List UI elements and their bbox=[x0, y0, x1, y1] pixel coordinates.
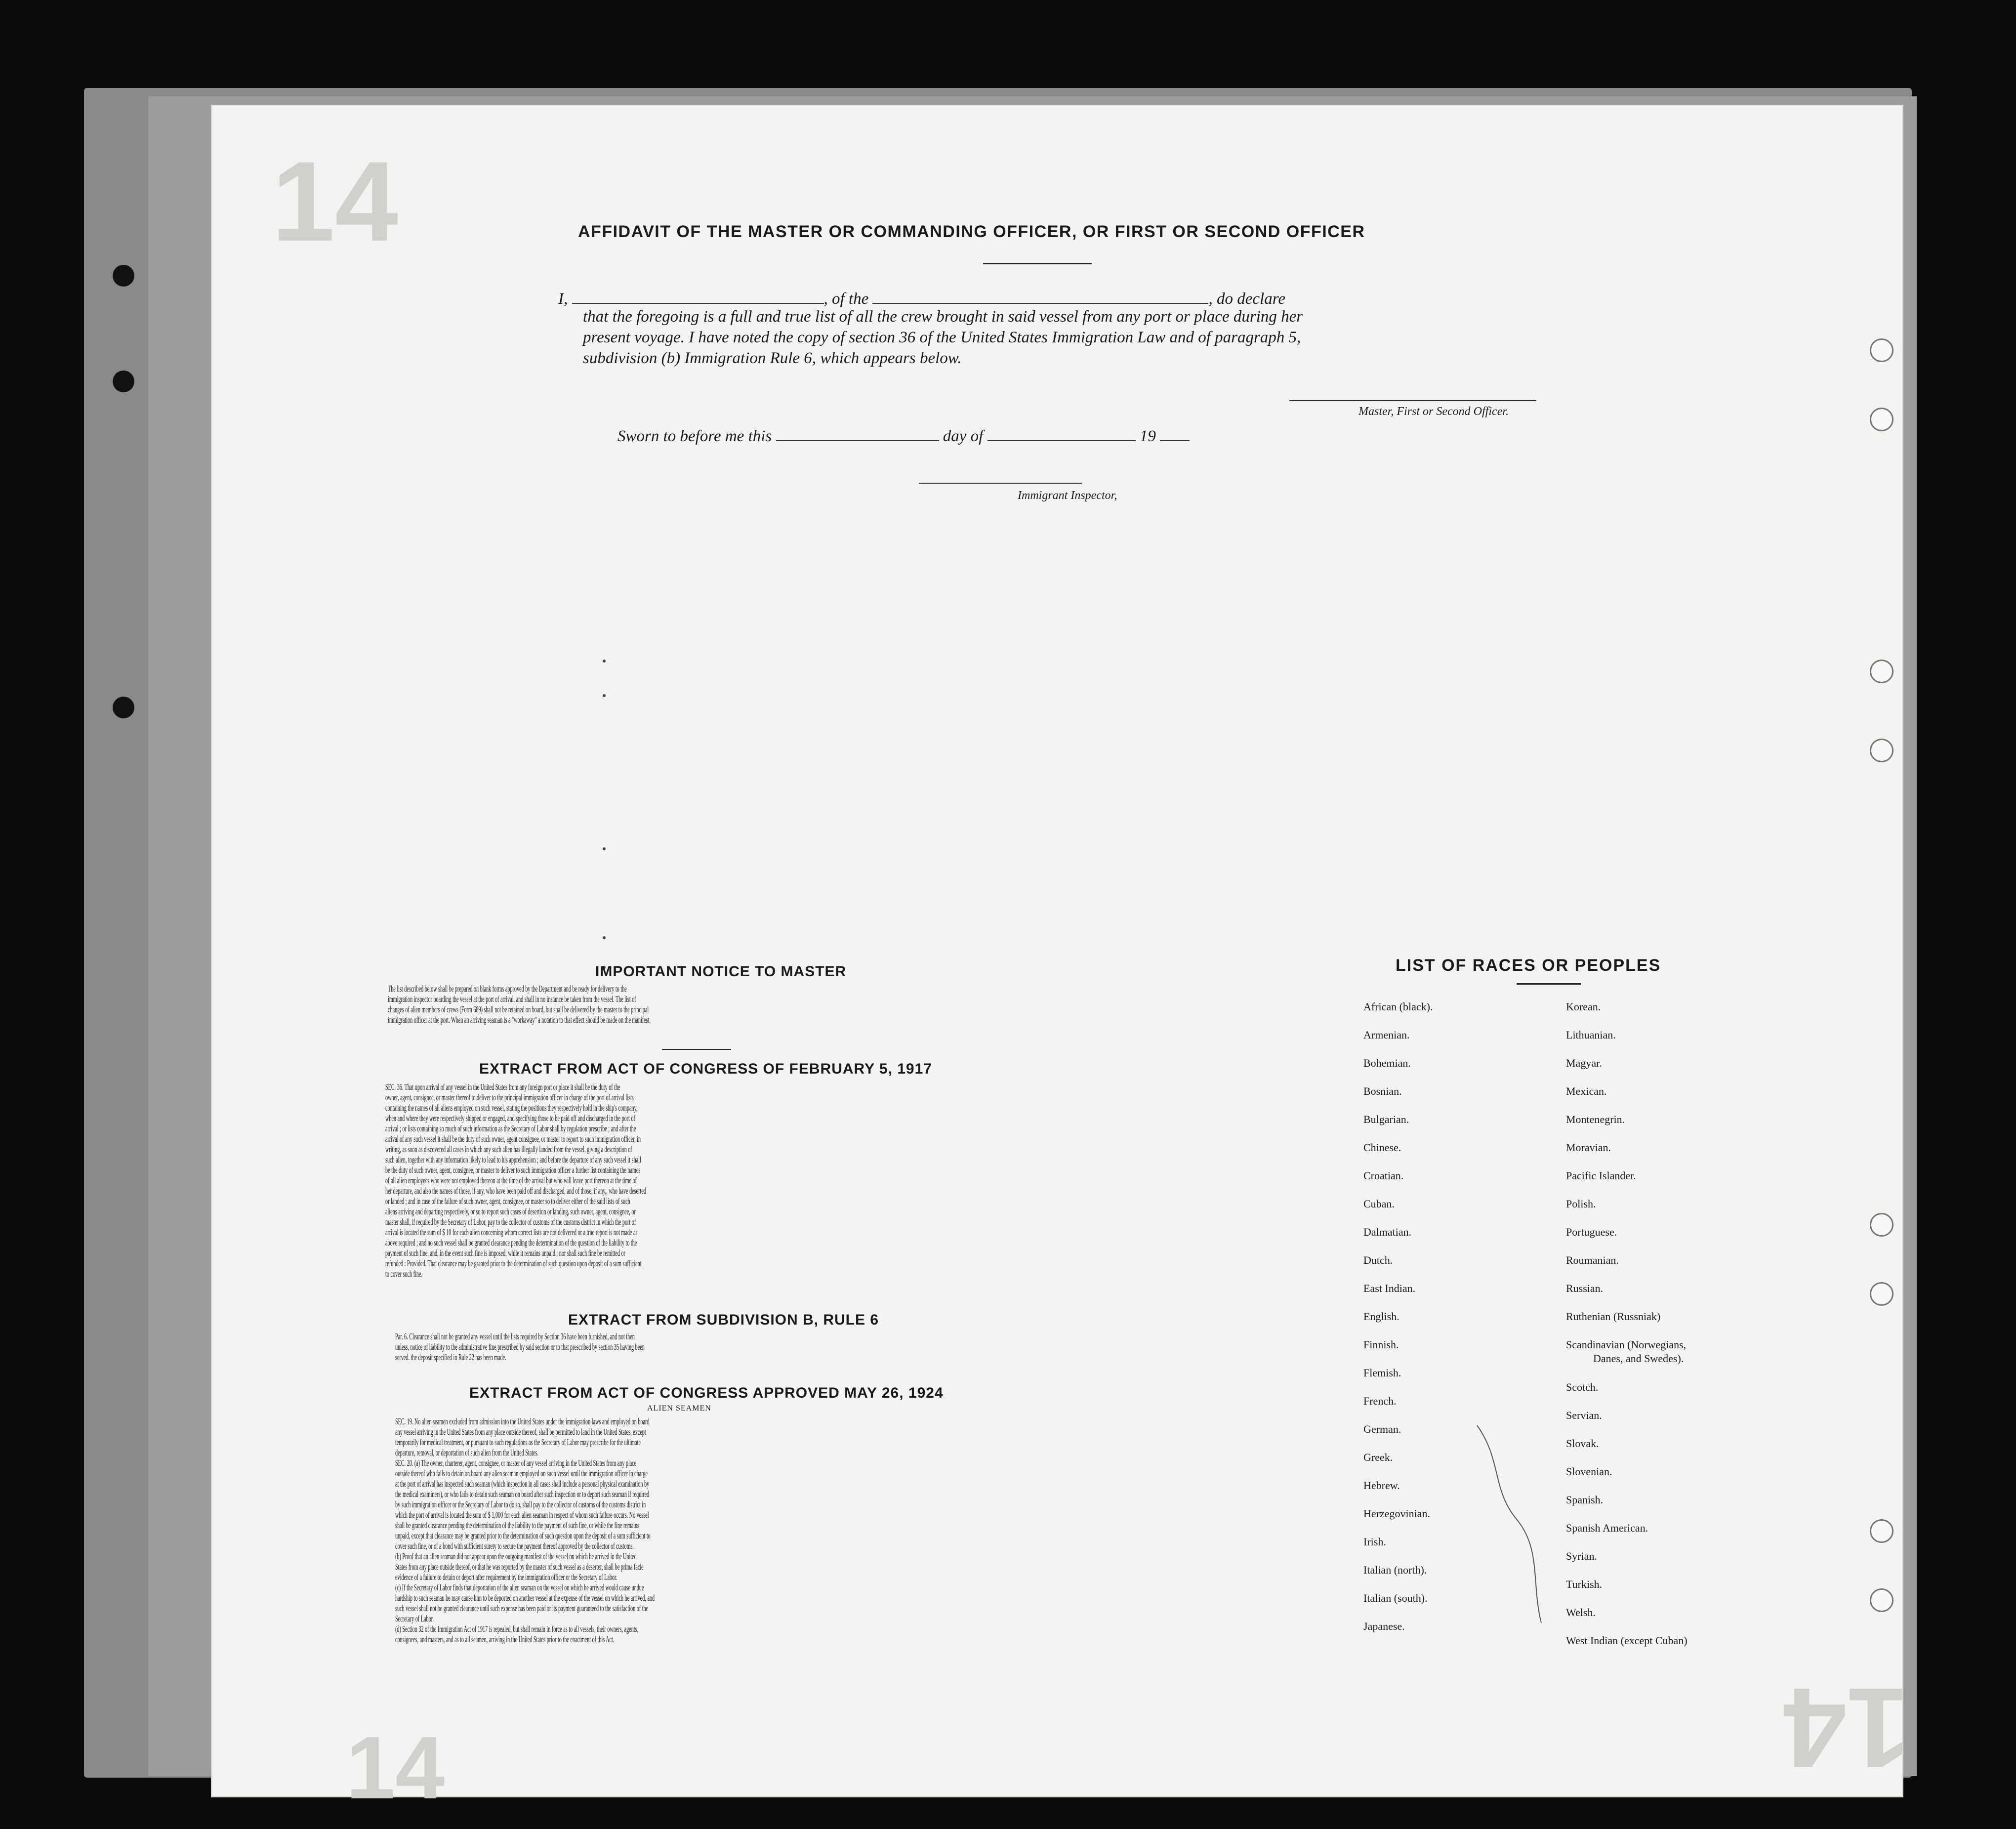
extract-1917-line: or landed ; and in case of the failure of such owner, agent, consignee, or master so to deliver either of the said lists of such bbox=[385, 1196, 630, 1206]
race-item: Scandinavian (Norwegians, bbox=[1566, 1338, 1687, 1351]
affidavit-body-line: subdivision (b) Immigration Rule 6, which appears below. bbox=[583, 349, 962, 367]
extract-1924-line: consignees, and masters, and as to all seamen, arriving in the United States prior to the enactment of this Act. bbox=[395, 1634, 615, 1644]
section-divider bbox=[662, 1049, 731, 1050]
form-sheet bbox=[212, 106, 1910, 1818]
do-declare-label: , do declare bbox=[1208, 290, 1285, 308]
race-item: Welsh. bbox=[1566, 1606, 1596, 1619]
sworn-line bbox=[617, 427, 1190, 446]
extract-rule6-title: EXTRACT FROM SUBDIVISION B, RULE 6 bbox=[568, 1312, 879, 1328]
race-item: Armenian. bbox=[1363, 1029, 1410, 1041]
race-item: Servian. bbox=[1566, 1409, 1602, 1421]
extract-1917-line: SEC. 36. That upon arrival of any vessel in the United States from any foreign port or place it shall be the duty of the bbox=[385, 1082, 620, 1092]
extract-1924-line: evidence of a failure to detain or deport after requirement by the immigration officer or the Secretary of Labor. bbox=[395, 1572, 617, 1582]
master-signature-blank bbox=[1289, 400, 1536, 401]
race-item: Italian (north). bbox=[1363, 1564, 1427, 1576]
inspector-signature-blank bbox=[919, 483, 1082, 484]
ghost-page-number: 14 bbox=[346, 1718, 445, 1818]
race-item: Pacific Islander. bbox=[1566, 1169, 1636, 1182]
extract-1924-line: by such immigration officer or the Secretary of Labor to do so, shall pay to the collector of customs of the customs district in bbox=[395, 1499, 646, 1509]
extract-1924-line: cover such fine, or of a bond with sufficient surety to secure the payment thereof approved by the collector of customs. bbox=[395, 1541, 634, 1551]
affidavit-body-line: that the foregoing is a full and true list of all the crew brought in said vessel from any port or place during her bbox=[583, 308, 1303, 326]
race-item: Slovak. bbox=[1566, 1437, 1599, 1450]
extract-rule6-line: unless, notice of liability to the administrative fine prescribed by said section or to that prescribed by section 35 having been bbox=[395, 1342, 645, 1352]
race-item: East Indian. bbox=[1363, 1282, 1416, 1294]
extract-1924-text bbox=[395, 1416, 946, 1645]
extract-1917-line: arrival ; or lists containing so much of such information as the Secretary of Labor shall by regulation prescribe ; and after the bbox=[385, 1123, 636, 1133]
affidavit-title: AFFIDAVIT OF THE MASTER OR COMMANDING OFFICER, OR FIRST OR SECOND OFFICER bbox=[578, 222, 1365, 241]
extract-1917-line: containing the names of all aliens employed on such vessel, stating the positions they respectively hold in the ship's company, bbox=[385, 1103, 638, 1113]
race-item: Japanese. bbox=[1363, 1620, 1405, 1632]
race-item: Finnish. bbox=[1363, 1338, 1399, 1351]
extract-1917-line: be the duty of such owner, agent, consignee, or master to deliver to such immigration officer a further list containing the names bbox=[385, 1165, 641, 1175]
extract-1924-subtitle: ALIEN SEAMEN bbox=[647, 1404, 711, 1413]
extract-1924-line: hardship to such seaman he may cause him to be deported on another vessel at the expense of the vessel on which he arrived, and bbox=[395, 1593, 655, 1603]
pencil-mark bbox=[1472, 1420, 1551, 1628]
notice-line: changes of alien members of crews (Form 689) shall not be retained on board, but shall be delivered by the master to the principal bbox=[388, 1004, 649, 1014]
race-item: Ruthenian (Russniak) bbox=[1566, 1310, 1661, 1323]
extract-1924-line: at the port of arrival has inspected such seaman (which inspection in all cases shall include a personal physical examination by bbox=[395, 1479, 650, 1489]
extract-1924-title: EXTRACT FROM ACT OF CONGRESS APPROVED MAY 26, 1924 bbox=[469, 1385, 944, 1401]
race-item: Lithuanian. bbox=[1566, 1029, 1616, 1041]
extract-1917-line: her departure, and also the names of those, if any, who have been paid off and discharged, and of those, if any,, who have deserted bbox=[385, 1186, 646, 1196]
race-item: Bohemian. bbox=[1363, 1057, 1411, 1069]
ghost-page-number: 14 bbox=[1783, 1664, 1910, 1791]
sworn-month-blank bbox=[987, 440, 1136, 441]
race-item: Turkish. bbox=[1566, 1578, 1603, 1590]
extract-1917-line: owner, agent, consignee, or master thereof to deliver to the principal immigration officer in charge of the port of arrival lists bbox=[385, 1092, 634, 1102]
race-item: West Indian (except Cuban) bbox=[1566, 1634, 1687, 1647]
race-item: Spanish American. bbox=[1566, 1522, 1648, 1534]
extract-1917-line: when and where they were respectively shipped or engaged, and specifying those to be paid off and discharged in the port of bbox=[385, 1113, 635, 1123]
race-item: Roumanian. bbox=[1566, 1254, 1619, 1266]
race-item: Bosnian. bbox=[1363, 1085, 1402, 1097]
bleed-mark bbox=[603, 660, 606, 663]
race-item: Dalmatian. bbox=[1363, 1226, 1412, 1238]
extract-rule6-line: served. the deposit specified in Rule 22 has been made. bbox=[395, 1352, 506, 1362]
extract-1924-line: Secretary of Labor. bbox=[395, 1614, 434, 1623]
race-item: Mexican. bbox=[1566, 1085, 1607, 1097]
notice-line: immigration officer at the port. When an arriving seaman is a "workaway" a notation to that effect should be made on the manifest. bbox=[388, 1015, 651, 1025]
race-item: Flemish. bbox=[1363, 1367, 1401, 1379]
race-item: Dutch. bbox=[1363, 1254, 1393, 1266]
bleed-mark bbox=[603, 694, 606, 697]
bleed-mark bbox=[603, 936, 606, 939]
extract-1924-line: outside thereof who fails to detain on board any alien seaman employed on such vessel until the immigration officer in charge bbox=[395, 1468, 648, 1478]
sworn-day-blank bbox=[776, 440, 939, 441]
race-item: Russian. bbox=[1566, 1282, 1604, 1294]
binder-hole bbox=[113, 697, 134, 718]
extract-1924-line: SEC. 20. (a) The owner, charterer, agent, consignee, or master of any vessel arriving in the United States from any place bbox=[395, 1458, 637, 1468]
extract-1917-title: EXTRACT FROM ACT OF CONGRESS OF FEBRUARY 5, 1917 bbox=[479, 1061, 932, 1077]
extract-1917-line: payment of such fine, and, in the event such fine is imposed, while it remains unpaid ; nor shall such fine be remitted or bbox=[385, 1248, 625, 1258]
extract-1917-line: of all alien employees who were not employed thereon at the time of the arrival but who will leave port thereon at the time of bbox=[385, 1175, 637, 1185]
race-item: Croatian. bbox=[1363, 1169, 1404, 1182]
punch-hole bbox=[1870, 739, 1893, 762]
extract-1924-line: (c) If the Secretary of Labor finds that deportation of the alien seaman on the vessel on which he arrived would cause undue bbox=[395, 1582, 644, 1592]
sworn-label: Sworn to before me this bbox=[617, 427, 772, 445]
race-item: Scotch. bbox=[1566, 1381, 1599, 1393]
notice-paragraph bbox=[388, 984, 938, 1025]
extract-1924-line: such vessel shall not be granted clearance until such expense has been paid or its payment guaranteed to the satisfaction of the bbox=[395, 1603, 649, 1613]
race-item: German. bbox=[1363, 1423, 1401, 1435]
notice-title: IMPORTANT NOTICE TO MASTER bbox=[595, 963, 847, 980]
punch-hole bbox=[1870, 660, 1893, 683]
extract-1924-line: departure, removal, or deportation of such alien from the United States. bbox=[395, 1448, 539, 1457]
master-label: Master, First or Second Officer. bbox=[1358, 405, 1509, 418]
affidavit-line-1 bbox=[558, 290, 1285, 308]
race-item: Herzegovinian. bbox=[1363, 1507, 1430, 1520]
affidavit-body bbox=[583, 306, 1303, 369]
race-item: Syrian. bbox=[1566, 1550, 1597, 1562]
race-item: Montenegrin. bbox=[1566, 1113, 1625, 1125]
race-item: African (black). bbox=[1363, 1000, 1433, 1013]
extract-1924-line: temporarily for medical treatment, or pursuant to such regulations as the Secretary of Labor may prescribe for the ultimate bbox=[395, 1437, 641, 1447]
race-item: English. bbox=[1363, 1310, 1399, 1323]
punch-hole bbox=[1870, 1519, 1893, 1543]
year-blank bbox=[1160, 440, 1190, 441]
race-item: Bulgarian. bbox=[1363, 1113, 1409, 1125]
race-item: Cuban. bbox=[1363, 1198, 1395, 1210]
extract-1917-line: arrival is located the sum of $ 10 for each alien concerning whom correct lists are not delivered or a true report is not made as bbox=[385, 1227, 638, 1237]
extract-1917-line: master shall, if required by the Secretary of Labor, pay to the collector of customs of the customs district in which the port of bbox=[385, 1217, 636, 1227]
extract-1917-line: to cover such fine. bbox=[385, 1269, 422, 1279]
extract-1917-line: above required ; and no such vessel shall be granted clearance pending the determination of the question of the liability to the bbox=[385, 1238, 637, 1247]
race-item: Magyar. bbox=[1566, 1057, 1602, 1069]
punch-hole bbox=[1870, 338, 1893, 362]
ghost-page-number: 14 bbox=[272, 138, 398, 265]
races-title: LIST OF RACES OR PEOPLES bbox=[1396, 956, 1661, 975]
race-item: Portuguese. bbox=[1566, 1226, 1617, 1238]
extract-1917-text bbox=[385, 1082, 936, 1279]
extract-1917-line: such alien, together with any information likely to lead to his apprehension ; and before the departure of any such vessel it shall bbox=[385, 1155, 641, 1164]
extract-1917-line: refunded : Provided. That clearance may be granted prior to the determination of such question upon deposit of a sum sufficient bbox=[385, 1258, 642, 1268]
races-title-underline bbox=[1517, 983, 1581, 985]
extract-rule6-text bbox=[395, 1331, 946, 1363]
extract-1917-line: writing, as soon as discovered all cases in which any such alien has illegally landed from the vessel, giving a description of bbox=[385, 1144, 632, 1154]
extract-1924-line: any vessel arriving in the United States from any place outside thereof, shall be permitted to land in the United States, except bbox=[395, 1427, 646, 1437]
extract-1917-line: aliens arriving and departing respectively, or so to report such cases of desertion or landing, such owner, agent, consignee, or bbox=[385, 1206, 636, 1216]
race-item: Spanish. bbox=[1566, 1494, 1604, 1506]
race-item: Korean. bbox=[1566, 1000, 1601, 1013]
punch-hole bbox=[1870, 1588, 1893, 1612]
declarant-name-blank bbox=[572, 303, 824, 304]
race-item: Moravian. bbox=[1566, 1141, 1611, 1154]
extract-1924-line: (b) Proof that an alien seaman did not appear upon the outgoing manifest of the vessel on which he arrived in the United bbox=[395, 1551, 637, 1561]
race-item: Chinese. bbox=[1363, 1141, 1401, 1154]
extract-1917-line: arrival of any such vessel it shall be the duty of such owner, agent consignee, or master to report to such immigration officer, in bbox=[385, 1134, 641, 1144]
notice-line: immigration inspector boarding the vessel at the port of arrival, and shall in no instance be taken from the vessel. The list of bbox=[388, 994, 636, 1004]
binder-hole bbox=[113, 371, 134, 392]
extract-1924-line: unpaid, except that clearance may be granted prior to the determination of such question upon the deposit of a sum sufficient to bbox=[395, 1531, 651, 1540]
of-the-label: , of the bbox=[823, 290, 869, 308]
extract-1924-line: the medical examiners), or who fails to detain such seaman on board after such inspection or to deport such seaman if required bbox=[395, 1489, 650, 1499]
extract-1924-line: (d) Section 32 of the Immigration Act of 1917 is repealed, but shall remain in force as to all vessels, their owners, agents, bbox=[395, 1624, 639, 1634]
punch-hole bbox=[1870, 1213, 1893, 1237]
punch-hole bbox=[1870, 1282, 1893, 1306]
punch-hole bbox=[1870, 408, 1893, 431]
race-item: Slovenian. bbox=[1566, 1465, 1612, 1478]
race-item: Danes, and Swedes). bbox=[1593, 1352, 1684, 1365]
notice-line: The list described below shall be prepared on blank forms approved by the Department and be ready for delivery to the bbox=[388, 984, 627, 994]
extract-1924-line: States from any place outside thereof, or that he was reported by the master of such vessel as a deserter, shall be prima facie bbox=[395, 1562, 644, 1572]
extract-1924-line: which the port of arrival is located the sum of $ 1,000 for each alien seaman in respect of whom such failure occurs. No vessel bbox=[395, 1510, 649, 1520]
title-underline bbox=[983, 263, 1092, 264]
inspector-label: Immigrant Inspector, bbox=[1018, 489, 1117, 502]
race-item: Hebrew. bbox=[1363, 1479, 1400, 1492]
race-item: Polish. bbox=[1566, 1198, 1596, 1210]
year-prefix: 19 bbox=[1139, 427, 1156, 445]
race-item: Italian (south). bbox=[1363, 1592, 1428, 1604]
day-of-label: day of bbox=[943, 427, 984, 445]
race-item: Greek. bbox=[1363, 1451, 1393, 1463]
binder-hole bbox=[113, 265, 134, 287]
bleed-mark bbox=[603, 847, 606, 850]
extract-1924-line: SEC. 19. No alien seamen excluded from admission into the United States under the immigration laws and employed on board bbox=[395, 1416, 650, 1426]
affidavit-body-line: present voyage. I have noted the copy of section 36 of the United States Immigration Law and of paragraph 5, bbox=[583, 329, 1301, 346]
race-item: French. bbox=[1363, 1395, 1397, 1407]
extract-1924-line: shall be granted clearance pending the determination of the liability to the payment of such fine, or while the fine remains bbox=[395, 1520, 640, 1530]
extract-rule6-line: Par. 6. Clearance shall not be granted any vessel until the lists required by Section 36 have been furnished, and not then bbox=[395, 1331, 635, 1341]
declarant-prefix: I, bbox=[558, 290, 568, 308]
vessel-name-blank bbox=[872, 303, 1208, 304]
race-item: Irish. bbox=[1363, 1536, 1386, 1548]
